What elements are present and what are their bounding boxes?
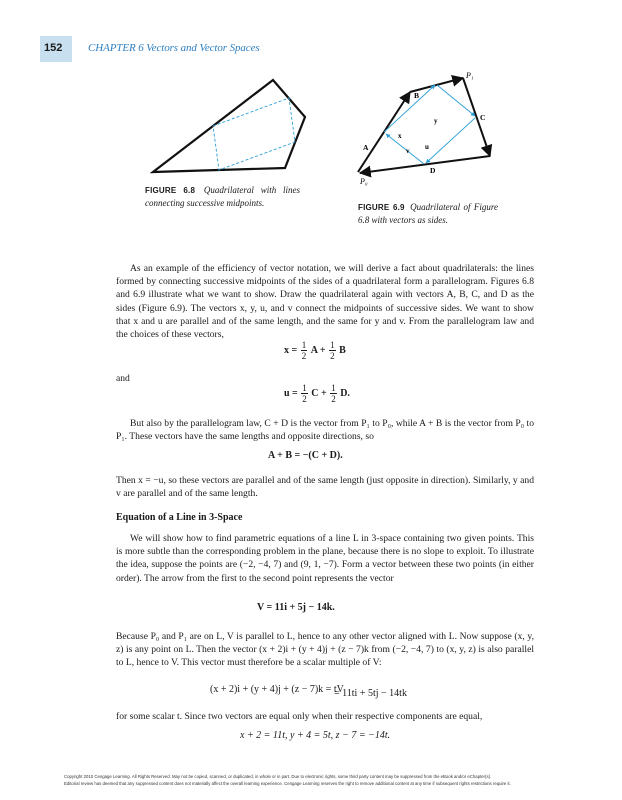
label-a: A <box>363 143 369 152</box>
eq2-mid: C + <box>311 387 327 399</box>
eq2-end: D. <box>340 387 350 399</box>
quadrilateral-outline <box>153 80 305 172</box>
vector-c <box>463 78 490 156</box>
figure-6-8-caption <box>145 184 300 210</box>
equation-u <box>284 383 350 404</box>
label-v: v <box>406 147 410 155</box>
page-number: 152 <box>44 42 63 54</box>
figure-6-8-caption-text: Quadrilateral with lines connecting successive midpoints. <box>145 185 300 208</box>
running-head: CHAPTER 6 Vectors and Vector Spaces <box>88 42 260 54</box>
equation-scalar-expanded: = 11ti + 5tj − 14tk <box>334 688 407 699</box>
midpoint-parallelogram <box>213 98 295 170</box>
copyright-line-2: Editorial review has deemed that any suppressed content does not materially affect the overall learning experience. Cengage Learning reserves the right to remove additional content at any time if subsequent rights restrictions require it. <box>64 781 511 786</box>
vector-y <box>437 85 475 116</box>
eq1-lhs: x = <box>284 344 298 356</box>
eq2-frac1: $\frac{1}{2}$ <box>302 383 307 404</box>
label-p0: P₀ <box>360 177 368 186</box>
vector-v <box>386 134 424 164</box>
paragraph-scalar-t: for some scalar t. Since two vectors are equal only when their respective components are equal, <box>116 711 483 722</box>
equation-x <box>284 340 346 361</box>
figure-6-9-vectors <box>350 70 510 195</box>
equation-parametric: x + 2 = 11t, y + 4 = 5t, z − 7 = −14t. <box>240 730 391 741</box>
eq2-frac2: $\frac{1}{2}$ <box>331 383 336 404</box>
section-heading: Equation of a Line in 3-Space <box>116 512 243 523</box>
equation-v: V = 11i + 5j − 14k. <box>257 602 335 613</box>
eq2-lhs: u = <box>284 387 298 399</box>
label-u: u <box>425 143 429 151</box>
vector-d <box>360 156 490 173</box>
vector-b <box>410 78 463 92</box>
eq1-frac2: $\frac{1}{2}$ <box>330 340 335 361</box>
label-b: B <box>414 91 420 100</box>
equation-scalar-multiple: (x + 2)i + (y + 4)j + (z − 7)k = tV <box>210 684 344 695</box>
paragraph-points-on-line: Because P₀ and P₁ are on L, V is parallel to L, hence to any other vector aligned with L. Now suppose (x, y, z) is any point on L. Then the vector (x + 2)i + (y + 4)j + (z − 7)k from (−2, −4, 7) to (x, y, z) is also parallel to L, hence to V. This vector must therefore be a scalar multiple of V: <box>116 631 534 669</box>
label-y: y <box>434 117 438 125</box>
figure-6-9-caption-text: Quadrilateral of Figure 6.8 with vectors as sides. <box>358 202 498 225</box>
paragraph-parallelogram-law: But also by the parallelogram law, C + D is the vector from P₁ to P₀, while A + B is the vector from P₀ to P₁. These vectors have the same lengths and opposite directions, so <box>116 418 534 443</box>
label-x: x <box>398 132 402 140</box>
eq1-mid: A + <box>310 344 326 356</box>
paragraph-and: and <box>116 373 130 384</box>
paragraph-conclusion: Then x = −u, so these vectors are parallel and of the same length (just opposite in direction). Similarly, y and v are parallel and of the same length. <box>116 475 534 500</box>
label-p1: P₁ <box>466 71 474 80</box>
eq1-frac1: $\frac{1}{2}$ <box>301 340 307 361</box>
figure-6-8-label: FIGURE 6.8 <box>145 186 196 195</box>
figure-6-8-quadrilateral <box>150 70 320 190</box>
paragraph-line-3space: We will show how to find parametric equations of a line L in 3-space containing two given points. This is more subtle than the corresponding problem in the plane, because there is no slope to exploit. To illustrate the idea, suppose the points are (−2, −4, 7) and (9, 1, −7). Form a vector between these two points (in either order). The arrow from the first to the second point represents the vector <box>116 533 534 584</box>
copyright-line-1: Copyright 2010 Cengage Learning. All Rights Reserved. May not be copied, scanned, or duplicated, in whole or in part. Due to electronic rights, some third party content may be suppressed from the eBook and/or eChapter(s). <box>64 774 492 779</box>
figure-6-9-caption <box>358 201 498 227</box>
figure-6-9-label: FIGURE 6.9 <box>358 203 405 212</box>
equation-a-plus-b: A + B = −(C + D). <box>268 450 343 461</box>
label-d: D <box>430 166 436 175</box>
label-c: C <box>480 113 486 122</box>
eq1-end: B <box>339 344 346 356</box>
paragraph-quadrilateral-intro: As an example of the efficiency of vector notation, we will derive a fact about quadrilaterals: the lines formed by connecting successive midpoints of the sides of a quadrilateral form a parallelogram. Figures 6.8 and 6.9 illustrate what we want to show. Draw the quadrilateral again with vectors A, B, C, and D as the sides (Figure 6.9). The vectors x, y, u, and v connect the midpoints of successive sides. We want to show that x and u are parallel and of the same length, and the same for y and v. From the parallelogram law and the choices of these vectors, <box>116 263 534 341</box>
